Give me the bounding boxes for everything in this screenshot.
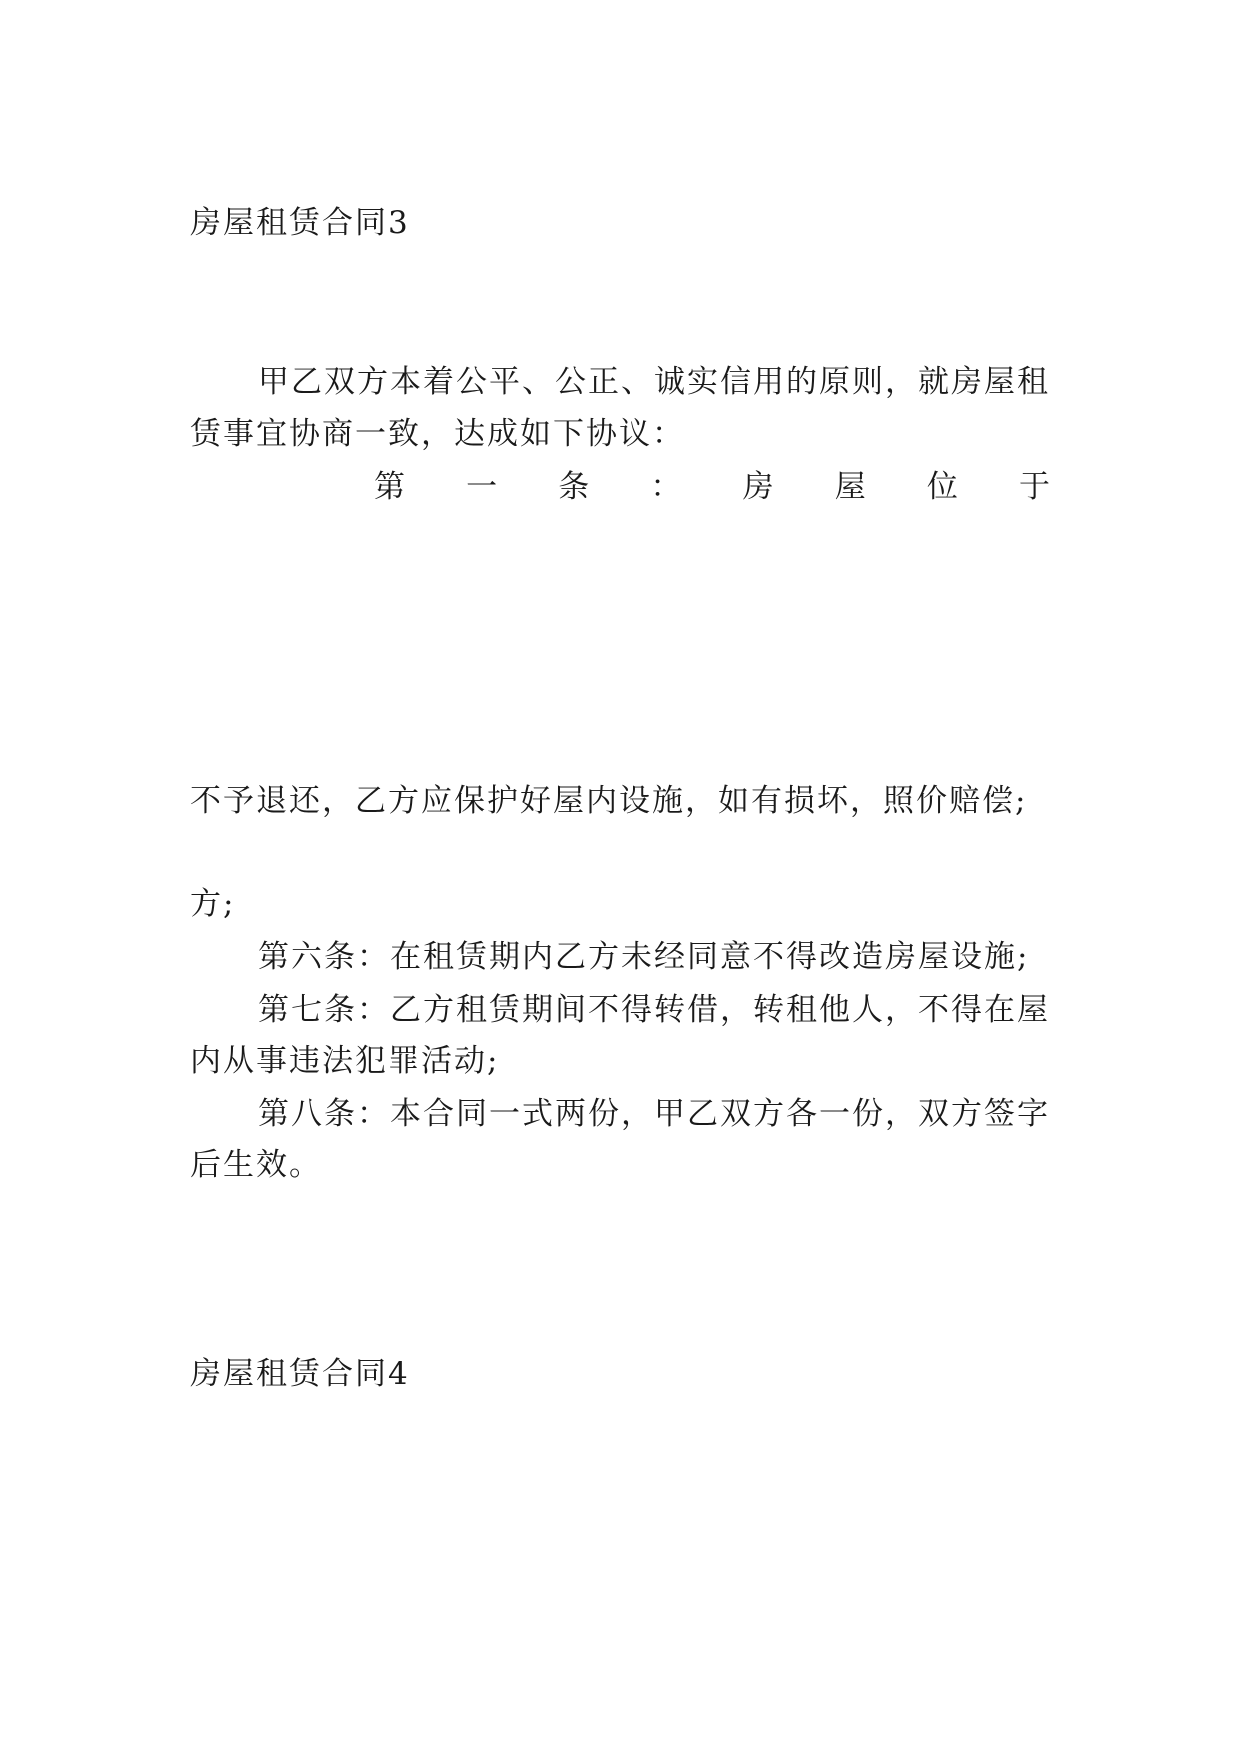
intro-line-1: 甲乙双方本着公平、公正、诚实信用的原则，就房屋租 (258, 364, 1050, 400)
article-6: 第六条：在租赁期内乙方未经同意不得改造房屋设施; (258, 939, 1030, 975)
article-8-line-1: 第八条：本合同一式两份，甲乙双方各一份，双方签字 (258, 1096, 1050, 1132)
sign-date-line (258, 150, 1050, 190)
article-2-line-2 (190, 623, 1050, 663)
article-1-line-2 (190, 518, 1050, 558)
article-8-line-2: 后生效。 (190, 1147, 322, 1183)
sign-date-line-2 (258, 1302, 1050, 1342)
article-4-line-1 (258, 729, 1050, 769)
article-7-line-1: 第七条：乙方租赁期间不得转借，转租他人，不得在屋 (258, 992, 1050, 1028)
article-4-line-2: 不予退还，乙方应保护好屋内设施，如有损坏，照价赔偿; (190, 783, 1028, 819)
article-1-char: 位 (926, 469, 958, 505)
article-3-line (258, 676, 1050, 716)
contract3-title: 房屋租赁合同3 (190, 205, 410, 241)
lessor-line (258, 255, 1050, 295)
article-1-char: 于 (1018, 469, 1050, 505)
party-a-sign-line (258, 1198, 1050, 1238)
article-5-line-1 (258, 833, 1050, 873)
article-1-char: 一 (466, 469, 498, 505)
article-7-line-2: 内从事违法犯罪活动; (190, 1043, 500, 1079)
party-b-sign-line (258, 1251, 1050, 1291)
lessee-line (258, 308, 1050, 348)
article-1-char: 第 (374, 469, 405, 505)
article-1-char: 屋 (834, 469, 866, 505)
article-1-char: 条 (558, 469, 590, 505)
article-2-line-1 (258, 572, 1050, 612)
article-1-char: ： (650, 469, 682, 505)
article-1-line-1 (374, 467, 1050, 507)
contract4-title: 房屋租赁合同4 (190, 1356, 410, 1392)
intro-line-2: 赁事宜协商一致，达成如下协议： (190, 416, 685, 452)
article-5-line-2: 方; (190, 886, 236, 922)
article-1-char: 房 (742, 469, 774, 505)
